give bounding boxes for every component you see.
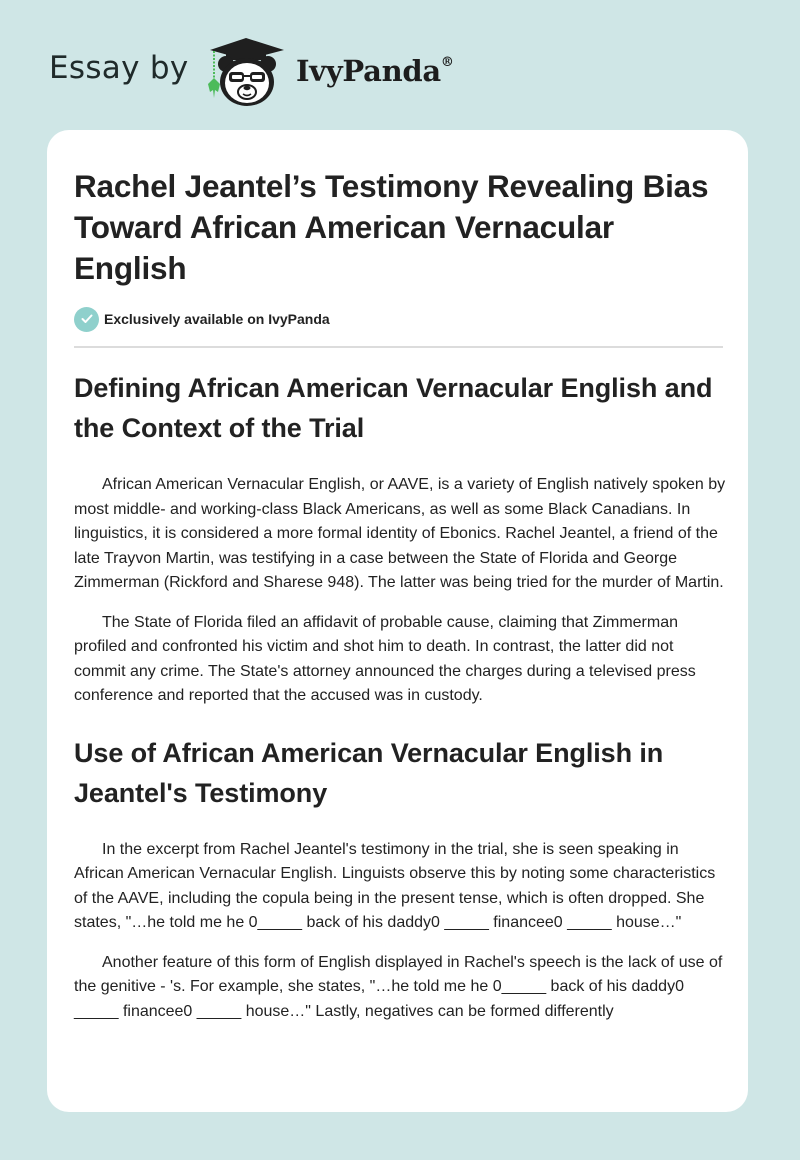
- section-heading: Use of African American Vernacular English in Jeantel's Testimony: [74, 737, 664, 808]
- brand-name[interactable]: [296, 54, 454, 88]
- registered-mark: ®: [440, 55, 454, 71]
- essay-by-label: Essay by: [49, 50, 189, 86]
- divider: [74, 346, 723, 348]
- essay-title: Rachel Jeantel’s Testimony Revealing Bias Toward African American Vernacular English: [74, 168, 709, 286]
- site-header: [0, 0, 800, 130]
- exclusive-badge: [74, 306, 721, 332]
- paragraph: Another feature of this form of English displayed in Rachel's speech is the lack of use of the genitive - 's. For example, she states, "…he told me he 0_____ back of his daddy0 _____ financee0 _____ house…" Lastly, negatives can be formed differently: [74, 953, 723, 1020]
- brand-text: IvyPanda: [296, 54, 441, 88]
- paragraph: In the excerpt from Rachel Jeantel's testimony in the trial, she is seen speaking in African American Vernacular English. Linguists observe this by noting some characteristics of the AAVE, including the copula being in the present tense, which is often dropped. She states, "…he told me he 0_____ back of his daddy0 _____ financee0 _____ house…": [74, 840, 716, 931]
- panda-graduate-icon[interactable]: [202, 36, 292, 108]
- paragraph: The State of Florida filed an affidavit of probable cause, claiming that Zimmerman profiled and confronted his victim and shot him to death. In contrast, the latter did not commit any crime. The State's attorney announced the charges during a televised press conference and reported that the accused was in custody.: [74, 613, 696, 704]
- paragraph: African American Vernacular English, or AAVE, is a variety of English natively spoken by most middle- and working-class Black Americans, as well as some Black Canadians. In linguistics, it is considered a more formal identity of Ebonics. Rachel Jeantel, a friend of the late Trayvon Martin, was testifying in a case between the State of Florida and George Zimmerman (Rickford and Sharese 948). The latter was being tried for the murder of Martin.: [74, 476, 726, 591]
- essay-card: [47, 130, 748, 1112]
- check-circle-icon: [74, 307, 99, 332]
- exclusive-label: Exclusively available on IvyPanda: [104, 311, 330, 327]
- section-heading: Defining African American Vernacular English and the Context of the Trial: [74, 373, 713, 443]
